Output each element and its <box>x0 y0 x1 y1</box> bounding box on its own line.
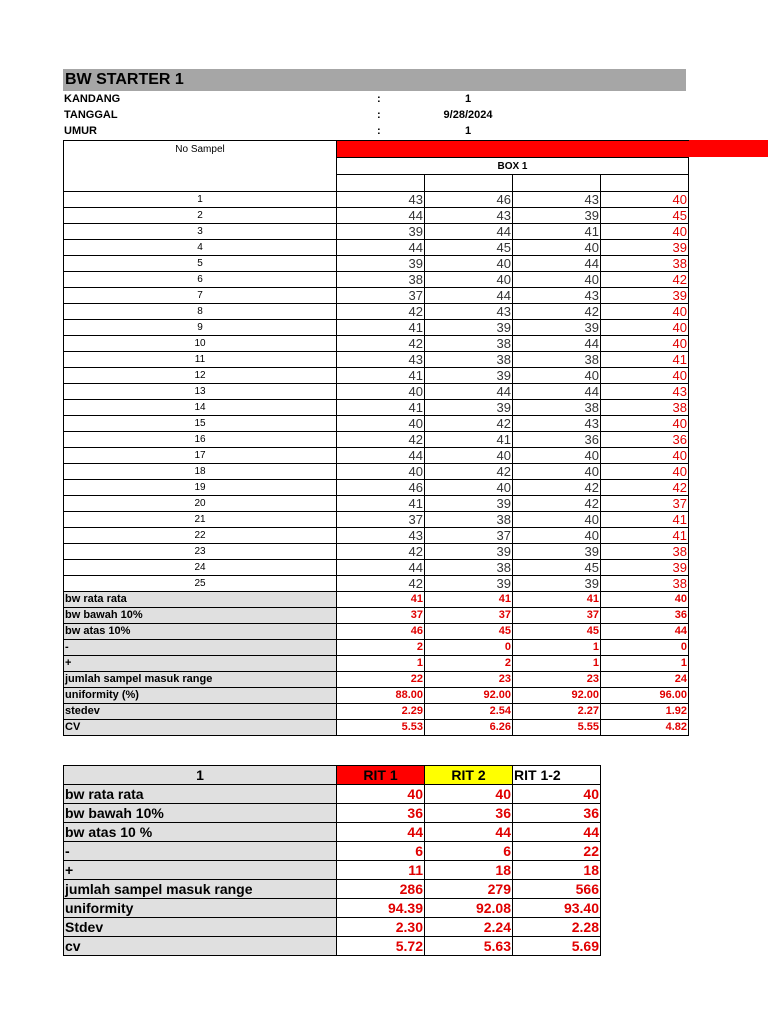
summary-value: 44 <box>425 823 513 842</box>
summary-value: 22 <box>513 842 601 861</box>
summary-value: 44 <box>337 823 425 842</box>
table-row <box>64 256 689 272</box>
sample-value: 41 <box>513 224 601 240</box>
sample-value: 43 <box>513 192 601 208</box>
info-label: UMUR <box>64 125 97 137</box>
stats-value: 88.00 <box>337 688 425 704</box>
stats-row <box>64 640 689 656</box>
stats-value: 37 <box>425 608 513 624</box>
sample-value: 42 <box>337 304 425 320</box>
info-value: 1 <box>464 125 472 137</box>
stats-value: 36 <box>601 608 689 624</box>
sample-value: 43 <box>337 352 425 368</box>
stats-row <box>64 624 689 640</box>
table-row <box>64 416 689 432</box>
summary-label: bw bawah 10% <box>64 804 337 823</box>
summary-row <box>64 804 601 823</box>
summary-value: 18 <box>425 861 513 880</box>
info-umur <box>63 123 686 139</box>
stats-row <box>64 656 689 672</box>
summary-row <box>64 937 601 956</box>
table-row <box>64 512 689 528</box>
sample-value: 39 <box>425 496 513 512</box>
summary-value: 36 <box>513 804 601 823</box>
summary-label: bw atas 10 % <box>64 823 337 842</box>
stats-row <box>64 704 689 720</box>
stats-value: 22 <box>337 672 425 688</box>
sample-value: 41 <box>337 320 425 336</box>
stats-value: 2 <box>425 656 513 672</box>
sample-value: 41 <box>601 528 689 544</box>
info-label: TANGGAL <box>64 109 118 121</box>
summary-label: jumlah sampel masuk range <box>64 880 337 899</box>
sample-value: 43 <box>337 192 425 208</box>
sample-value: 41 <box>337 400 425 416</box>
sample-value: 42 <box>425 464 513 480</box>
table-row <box>64 544 689 560</box>
sample-number: 19 <box>64 480 337 496</box>
sample-value: 36 <box>601 432 689 448</box>
sample-value: 38 <box>601 544 689 560</box>
summary-row <box>64 842 601 861</box>
sample-value: 43 <box>601 384 689 400</box>
sample-value: 44 <box>513 384 601 400</box>
sample-value: 43 <box>425 208 513 224</box>
info-colon: : <box>377 93 381 105</box>
sample-value: 39 <box>425 576 513 592</box>
stats-value: 23 <box>513 672 601 688</box>
table-row <box>64 400 689 416</box>
sample-value: 39 <box>425 400 513 416</box>
info-colon: : <box>377 125 381 137</box>
sample-value: 42 <box>337 544 425 560</box>
sample-value: 39 <box>513 320 601 336</box>
sample-value: 40 <box>601 224 689 240</box>
sample-value: 40 <box>513 512 601 528</box>
summary-label: bw rata rata <box>64 785 337 804</box>
summary-value: 2.24 <box>425 918 513 937</box>
stats-value: 1.92 <box>601 704 689 720</box>
sub-header-cell <box>513 175 601 192</box>
sample-value: 40 <box>425 256 513 272</box>
sample-value: 41 <box>601 352 689 368</box>
stats-label: jumlah sampel masuk range <box>64 672 337 688</box>
sample-number: 22 <box>64 528 337 544</box>
sample-value: 40 <box>513 528 601 544</box>
stats-value: 46 <box>337 624 425 640</box>
sample-value: 43 <box>425 304 513 320</box>
sample-value: 42 <box>601 272 689 288</box>
sample-value: 40 <box>425 272 513 288</box>
sample-value: 38 <box>425 560 513 576</box>
sample-number: 14 <box>64 400 337 416</box>
summary-value: 18 <box>513 861 601 880</box>
stats-row <box>64 688 689 704</box>
sample-number: 5 <box>64 256 337 272</box>
sample-number: 9 <box>64 320 337 336</box>
box-label: BOX 1 <box>337 158 689 175</box>
sample-number: 8 <box>64 304 337 320</box>
sample-value: 40 <box>601 336 689 352</box>
table-row <box>64 528 689 544</box>
sample-value: 40 <box>601 448 689 464</box>
sample-value: 42 <box>337 432 425 448</box>
stats-value: 96.00 <box>601 688 689 704</box>
sample-number: 18 <box>64 464 337 480</box>
summary-value: 36 <box>425 804 513 823</box>
table-row <box>64 448 689 464</box>
summary-row <box>64 918 601 937</box>
summary-value: 6 <box>337 842 425 861</box>
summary-row <box>64 899 601 918</box>
summary-header-rit1: RIT 1 <box>337 766 425 785</box>
stats-value: 2.29 <box>337 704 425 720</box>
sample-value: 38 <box>425 352 513 368</box>
stats-value: 0 <box>425 640 513 656</box>
summary-table <box>63 765 601 956</box>
stats-label: bw rata rata <box>64 592 337 608</box>
table-row <box>64 336 689 352</box>
sample-number: 7 <box>64 288 337 304</box>
summary-value: 286 <box>337 880 425 899</box>
sample-value: 40 <box>337 464 425 480</box>
sample-value: 39 <box>425 544 513 560</box>
sample-value: 39 <box>601 240 689 256</box>
info-value: 9/28/2024 <box>443 109 493 121</box>
sample-value: 45 <box>425 240 513 256</box>
summary-value: 2.30 <box>337 918 425 937</box>
stats-label: - <box>64 640 337 656</box>
sample-value: 38 <box>425 336 513 352</box>
sample-number: 23 <box>64 544 337 560</box>
summary-row <box>64 823 601 842</box>
summary-header-rit12: RIT 1-2 <box>513 766 601 785</box>
sample-value: 40 <box>513 368 601 384</box>
table-row <box>64 272 689 288</box>
sample-value: 44 <box>337 240 425 256</box>
sample-value: 44 <box>425 224 513 240</box>
sample-value: 39 <box>601 560 689 576</box>
table-row <box>64 496 689 512</box>
sample-value: 40 <box>601 368 689 384</box>
stats-value: 2.27 <box>513 704 601 720</box>
sample-value: 40 <box>601 464 689 480</box>
sub-header-cell <box>337 175 425 192</box>
summary-value: 11 <box>337 861 425 880</box>
stats-row <box>64 672 689 688</box>
sample-value: 42 <box>337 576 425 592</box>
header-blank <box>64 175 337 192</box>
sample-value: 40 <box>337 384 425 400</box>
stats-value: 4.82 <box>601 720 689 736</box>
sample-value: 40 <box>601 192 689 208</box>
summary-value: 5.69 <box>513 937 601 956</box>
sample-value: 42 <box>513 496 601 512</box>
table-row <box>64 320 689 336</box>
summary-value: 2.28 <box>513 918 601 937</box>
table-row <box>64 384 689 400</box>
sample-value: 39 <box>337 256 425 272</box>
table-row <box>64 368 689 384</box>
stats-label: stedev <box>64 704 337 720</box>
sample-value: 38 <box>601 400 689 416</box>
summary-value: 92.08 <box>425 899 513 918</box>
summary-value: 44 <box>513 823 601 842</box>
stats-row <box>64 608 689 624</box>
sample-number: 3 <box>64 224 337 240</box>
stats-label: uniformity (%) <box>64 688 337 704</box>
sample-value: 41 <box>425 432 513 448</box>
summary-header-id: 1 <box>64 766 337 785</box>
summary-value: 93.40 <box>513 899 601 918</box>
table-row <box>64 480 689 496</box>
sample-number: 21 <box>64 512 337 528</box>
table-row <box>64 304 689 320</box>
sample-value: 40 <box>425 480 513 496</box>
stats-value: 92.00 <box>425 688 513 704</box>
info-kandang <box>63 91 686 107</box>
summary-value: 36 <box>337 804 425 823</box>
sample-number: 10 <box>64 336 337 352</box>
sample-value: 41 <box>337 496 425 512</box>
stats-value: 6.26 <box>425 720 513 736</box>
summary-value: 6 <box>425 842 513 861</box>
sample-value: 38 <box>601 576 689 592</box>
summary-row <box>64 861 601 880</box>
table-row <box>64 432 689 448</box>
sample-value: 42 <box>513 304 601 320</box>
sample-value: 41 <box>337 368 425 384</box>
sample-value: 40 <box>337 416 425 432</box>
summary-value: 566 <box>513 880 601 899</box>
sample-value: 40 <box>601 416 689 432</box>
sample-value: 40 <box>601 304 689 320</box>
stats-value: 45 <box>513 624 601 640</box>
stats-value: 41 <box>513 592 601 608</box>
sample-value: 44 <box>513 256 601 272</box>
summary-value: 5.72 <box>337 937 425 956</box>
summary-label: cv <box>64 937 337 956</box>
sample-value: 44 <box>337 208 425 224</box>
stats-value: 1 <box>513 656 601 672</box>
sample-value: 40 <box>513 240 601 256</box>
stats-value: 2 <box>337 640 425 656</box>
table-row <box>64 208 689 224</box>
stats-row <box>64 720 689 736</box>
sample-value: 37 <box>337 288 425 304</box>
sample-number: 16 <box>64 432 337 448</box>
summary-label: - <box>64 842 337 861</box>
sample-number: 25 <box>64 576 337 592</box>
no-sampel-header: No Sampel <box>64 141 337 158</box>
sample-value: 39 <box>425 368 513 384</box>
sample-value: 39 <box>425 320 513 336</box>
table-row <box>64 352 689 368</box>
sample-value: 46 <box>425 192 513 208</box>
sample-value: 40 <box>601 320 689 336</box>
stats-value: 37 <box>337 608 425 624</box>
stats-value: 2.54 <box>425 704 513 720</box>
stats-label: + <box>64 656 337 672</box>
sample-value: 40 <box>513 448 601 464</box>
sample-value: 39 <box>337 224 425 240</box>
stats-value: 1 <box>337 656 425 672</box>
header-blank <box>64 158 337 175</box>
stats-value: 44 <box>601 624 689 640</box>
sample-value: 44 <box>513 336 601 352</box>
summary-label: + <box>64 861 337 880</box>
sample-number: 20 <box>64 496 337 512</box>
sample-value: 45 <box>601 208 689 224</box>
sample-value: 42 <box>337 336 425 352</box>
sample-value: 40 <box>425 448 513 464</box>
stats-label: CV <box>64 720 337 736</box>
stats-value: 23 <box>425 672 513 688</box>
summary-value: 40 <box>337 785 425 804</box>
table-row <box>64 224 689 240</box>
stats-value: 1 <box>601 656 689 672</box>
sample-value: 44 <box>337 560 425 576</box>
stats-value: 41 <box>337 592 425 608</box>
sample-value: 38 <box>337 272 425 288</box>
sample-value: 40 <box>513 464 601 480</box>
sample-value: 39 <box>513 544 601 560</box>
stats-label: bw atas 10% <box>64 624 337 640</box>
table-row <box>64 464 689 480</box>
stats-label: bw bawah 10% <box>64 608 337 624</box>
sample-value: 36 <box>513 432 601 448</box>
sample-value: 42 <box>601 480 689 496</box>
info-label: KANDANG <box>64 93 121 105</box>
info-value: 1 <box>464 93 472 105</box>
summary-value: 40 <box>425 785 513 804</box>
stats-value: 0 <box>601 640 689 656</box>
sample-number: 11 <box>64 352 337 368</box>
stats-value: 37 <box>513 608 601 624</box>
sub-header-cell <box>425 175 513 192</box>
sample-value: 37 <box>337 512 425 528</box>
sample-value: 41 <box>601 512 689 528</box>
sample-value: 43 <box>513 288 601 304</box>
sample-value: 46 <box>337 480 425 496</box>
stats-value: 45 <box>425 624 513 640</box>
summary-header-rit2: RIT 2 <box>425 766 513 785</box>
stats-value: 92.00 <box>513 688 601 704</box>
summary-value: 94.39 <box>337 899 425 918</box>
sample-number: 2 <box>64 208 337 224</box>
sample-value: 45 <box>513 560 601 576</box>
sample-number: 6 <box>64 272 337 288</box>
sample-value: 44 <box>337 448 425 464</box>
sample-value: 38 <box>513 400 601 416</box>
stats-value: 5.53 <box>337 720 425 736</box>
sample-value: 38 <box>513 352 601 368</box>
sample-value: 38 <box>601 256 689 272</box>
stats-value: 1 <box>513 640 601 656</box>
stats-value: 40 <box>601 592 689 608</box>
sample-number: 1 <box>64 192 337 208</box>
sample-value: 39 <box>513 576 601 592</box>
sample-number: 12 <box>64 368 337 384</box>
sample-value: 37 <box>601 496 689 512</box>
sample-value: 42 <box>425 416 513 432</box>
sample-value: 38 <box>425 512 513 528</box>
summary-row <box>64 880 601 899</box>
table-row <box>64 288 689 304</box>
sub-header-cell <box>601 175 689 192</box>
sample-value: 44 <box>425 384 513 400</box>
stats-row <box>64 592 689 608</box>
sample-value: 42 <box>513 480 601 496</box>
summary-value: 5.63 <box>425 937 513 956</box>
stats-value: 5.55 <box>513 720 601 736</box>
info-tanggal <box>63 107 686 123</box>
sample-number: 15 <box>64 416 337 432</box>
table-row <box>64 240 689 256</box>
sample-number: 24 <box>64 560 337 576</box>
sample-value: 43 <box>513 416 601 432</box>
table-row <box>64 576 689 592</box>
sample-number: 13 <box>64 384 337 400</box>
sample-value: 43 <box>337 528 425 544</box>
info-colon: : <box>377 109 381 121</box>
sample-value: 39 <box>601 288 689 304</box>
header-band-cell <box>337 141 689 158</box>
sample-value: 39 <box>513 208 601 224</box>
sheet-title: BW STARTER 1 <box>63 69 686 91</box>
sample-value: 40 <box>513 272 601 288</box>
sample-value: 44 <box>425 288 513 304</box>
stats-value: 24 <box>601 672 689 688</box>
sample-value: 37 <box>425 528 513 544</box>
table-row <box>64 192 689 208</box>
summary-value: 279 <box>425 880 513 899</box>
sample-weight-table <box>63 140 689 736</box>
stats-value: 41 <box>425 592 513 608</box>
sample-number: 17 <box>64 448 337 464</box>
table-row <box>64 560 689 576</box>
summary-value: 40 <box>513 785 601 804</box>
sample-number: 4 <box>64 240 337 256</box>
summary-label: uniformity <box>64 899 337 918</box>
summary-row <box>64 785 601 804</box>
summary-label: Stdev <box>64 918 337 937</box>
